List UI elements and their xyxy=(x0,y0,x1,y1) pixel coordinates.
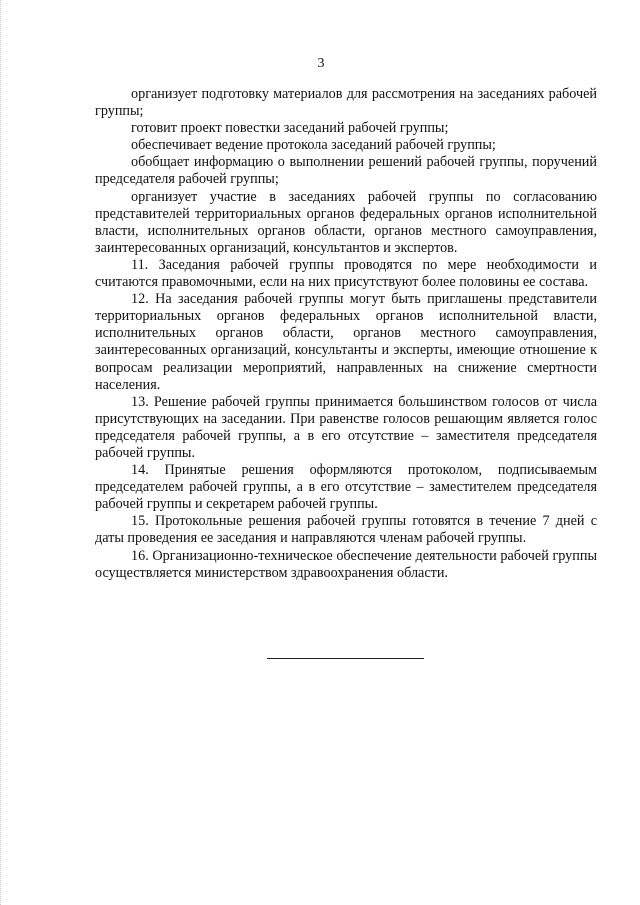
paragraph-14: 14. Принятые решения оформляются протоколом, подписываемым председателем рабочей группы, а в его отсутствие – заместителем председателя рабочей группы и секретарем рабочей группы. xyxy=(95,462,597,513)
closing-rule xyxy=(267,658,424,659)
paragraph-materials: организует подготовку материалов для рассмотрения на заседаниях рабочей группы; xyxy=(95,86,597,120)
paragraph-15: 15. Протокольные решения рабочей группы готовятся в течение 7 дней с даты проведения ее заседания и направляются членам рабочей группы. xyxy=(95,513,597,547)
paragraph-12: 12. На заседания рабочей группы могут быть приглашены представители территориальных органов федеральных органов исполнительной власти, исполнительных органов области, органов местного самоуправления, заинтересованных организаций, консультанты и эксперты, имеющие отношение к вопросам реализации мероприятий, направленных на снижение смертности населения. xyxy=(95,291,597,393)
page-number: 3 xyxy=(317,56,325,71)
paragraph-participation: организует участие в заседаниях рабочей группы по согласованию представителей территориальных органов федеральных органов исполнительной власти, исполнительных органов области, органов местного самоуправления, заинтересованных организаций, консультантов и экспертов. xyxy=(95,188,597,256)
paragraph-agenda: готовит проект повестки заседаний рабочей группы; xyxy=(131,120,449,137)
paragraph-13: 13. Решение рабочей группы принимается большинством голосов от числа присутствующих на заседании. При равенстве голосов решающим является голос председателя рабочей группы, а в его отсутствие – заместителя председателя рабочей группы. xyxy=(95,393,597,461)
document-body xyxy=(95,86,597,582)
paragraph-protocol: обеспечивает ведение протокола заседаний рабочей группы; xyxy=(131,137,496,154)
paragraph-16: 16. Организационно-техническое обеспечение деятельности рабочей группы осуществляется министерством здравоохранения области. xyxy=(95,547,597,581)
paragraph-summary: обобщает информацию о выполнении решений рабочей группы, поручений председателя рабочей группы; xyxy=(95,154,597,188)
paragraph-11: 11. Заседания рабочей группы проводятся по мере необходимости и считаются правомочными, если на них присутствуют более половины ее состава. xyxy=(95,256,597,291)
